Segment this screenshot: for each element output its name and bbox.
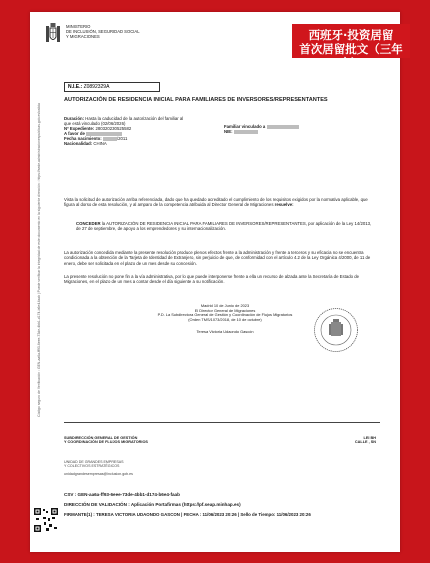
paragraph-2-text: la AUTORIZACIÓN DE RESIDENCIA INICIAL PARA FAMILIARES DE INVERSORES/REPRESENTANTES, por aplicación de la Ley 14/2013, de 27 de septiembre, de apoyo a los emprendedores y su internacionalización. [76,221,372,232]
signer-line: FIRMANTE(1) : TERESA VICTORIA UDAONDO GASCON | FECHA : 11/06/2023 20:26 | Sello de Tiempo: 11/06/2023 20:26 [64,512,311,517]
qr-code-icon [34,508,58,532]
nie-label: N.I.E.: [68,84,83,90]
sidebar-text: Código seguro de Verificación : GEN-aa6a-ff93-6eee-73de-4bb1-d174-b6e4-faab | Puede verificar la integridad de este documento en la siguiente dirección : https://sede.administracionespublicas.gob.es/valida [37,103,41,417]
signature-line: (Orden TMS/1073/2018, de 10 de octubre) [188,316,262,322]
ministry-header [66,24,186,39]
department-block [64,436,148,445]
nie-box [64,82,160,92]
paragraph-1 [64,197,376,208]
signature-block [150,304,300,335]
signatory-name: Teresa Victoria Udaondo Gascón [196,329,254,335]
redacted-linked [267,125,299,129]
nie2-row [224,129,258,134]
signature-line: El Director General de Migraciones [194,307,256,313]
linked-label: Familiar vinculado a [224,124,266,129]
signature-line: P.D. La Subdirectora General de Gestión y Coordinación de Flujos Migratorios [157,312,293,318]
paragraph-2 [76,221,376,232]
ministry-line: Y MIGRACIONES [66,34,100,39]
csv-line: CSV : GEN-aa6a-ff93-6eee-73de-4bb1-d174-b6e4-faab [64,492,180,497]
department-line: Y COORDINACIÓN DE FLUJOS MIGRATORIOS [64,440,148,445]
validation-line: DIRECCIÓN DE VALIDACIÓN : Aplicación Portafirmas (https://pf.seap.minhap.es) [64,502,241,507]
document-title: AUTORIZACIÓN DE RESIDENCIA INICIAL PARA FAMILIARES DE INVERSORES/REPRESENTANTES [64,97,328,103]
banner-line-1: 西班牙·投资居留 [308,28,394,42]
paragraph-3: La autorización concedida mediante la presente resolución produce plenos efectos frente a la administración y frente a terceros y su eficacia no se encuentra condicionada a la obtención de la Tarjeta de Identidad de Extranjero, sin perjuicio de que, de conformidad con el artículo 4.2 de la Ley Orgánica 4/2000, de 11 de enero, debe ser solicitada en el plazo de un mes desde su concesión. [64,250,371,266]
unit-line: Y COLECTIVOS ESTRATÉGICOS [64,464,120,469]
expediente-value: 280320230525582 [95,126,132,131]
expediente-label: Nº Expediente: [64,126,95,131]
duration-text-2: que está vinculado (02/06/2026) [64,121,126,126]
nie2-label: NIE: [224,129,233,134]
footer-divider [64,422,380,423]
duration-label: Duración: [64,116,85,121]
conceder-label: CONCEDER [76,221,101,226]
department-line: SUBDIRECCIÓN GENERAL DE GESTIÓN [64,436,138,440]
address-block [340,436,376,445]
duration-text: Hasta la caducidad de la autorización del familiar al [85,116,184,121]
birth-value: /2011 [116,136,128,141]
nationality-row [64,141,107,146]
favor-label: A favor de [64,131,85,136]
verification-sidebar [35,60,43,460]
address-line: CALLE , SN [354,440,376,445]
address-line: LEI BH [363,436,376,440]
paragraph-4: La presente resolución no pone fin a la vía administrativa, por lo que puede interponerse frente a ella un recurso de alzada ante la Secretaría de Estado de Migraciones, en el plazo de un mes a contar desde el día siguiente a su notificación. [64,274,360,285]
nationality-value: CHINA [93,141,107,146]
unit-email: unidadgrandesempresas@inclusion.gob.es [64,471,133,476]
ministry-line: MINISTERIO [66,24,91,29]
signature-line: Madrid 10 de Junio de 2023 [200,303,250,308]
banner-line-2: 首次居留批文（三年卡） [299,42,403,70]
unit-line: UNIDAD DE GRANDES EMPRESAS [64,460,124,464]
resuelve-label: resuelve: [274,202,294,208]
birth-label: Fecha nacimiento: [64,136,102,141]
unit-block [64,460,133,476]
nie-value: Z0892329A [83,84,110,90]
ministry-line: DE INCLUSIÓN, SEGURIDAD SOCIAL [66,29,140,34]
official-seal-icon [313,307,359,353]
coat-of-arms-icon [44,22,62,46]
nationality-label: Nacionalidad: [64,141,93,146]
paragraph-1-text: Vista la solicitud de autorización arriba referenciada, dado que ha quedado acreditado el cumplimiento de los requisitos exigidos por la normativa aplicable, que figura al dorso de esta resolución, y al amparo de la competencia atribuida al Director General de Migraciones [64,197,368,208]
redacted-nie2 [234,130,258,134]
promo-banner [292,24,410,70]
